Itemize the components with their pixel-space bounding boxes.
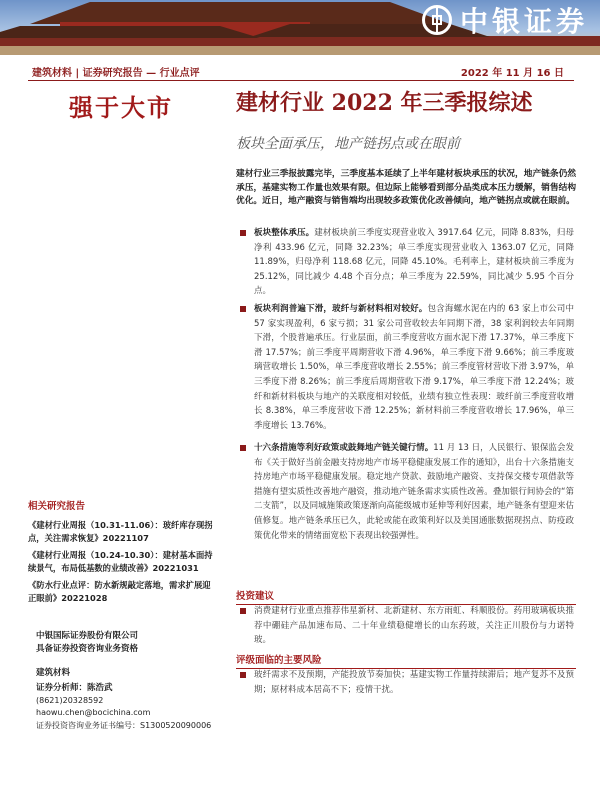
related-item[interactable]: 《建材行业周报（10.24-10.30）：建材基本面持续景气，布局低基数的业绩改善》20221031 [28,549,213,573]
bullet-body: 包含海螺水泥在内的 63 家上市公司中 57 家实现盈利，6 家亏损；31 家公司营收较去年同期下滑，38 家利润较去年同期下滑，个股普遍承压。行业层面，前三季度营收方面水泥下滑 17.37%，单三季度下滑 17.57%；前三季度平周期营收下滑 4.96%，单三季度下滑 9.66%；前三季度玻璃营收增长 1.50%，单三季度营收增长 2.55%；前三季度管材营收下滑 3.97%，单三季度下滑 8.26%；前三季度后周期营收下滑 9.17%，单三季度下滑 12.24%；玻纤和新材料板块与地产的关联度相对较低，业绩有独立性表现：玻纤前三季度营收增长 8.38%，单三季度营收下滑 12.25%；新材料前三季度营收增长 17.96%，单三季度增长 13.76%。 [254,304,574,431]
boc-logo-icon [422,5,452,35]
related-heading: 相关研究报告 [28,501,86,512]
team-name: 建筑材料 [36,668,71,678]
analyst-phone: (8621)20328592 [36,695,104,705]
related-item[interactable]: 《防水行业点评：防水新规敲定落地，需求扩展迎正眼前》20221028 [28,579,211,603]
palace-roof [30,2,450,24]
firm-qualification: 具备证券投资咨询业务资格 [36,644,139,654]
firm-name: 中银国际证券股份有限公司 [36,631,139,641]
report-subtitle: 板块全面承压，地产链拐点或在眼前 [236,136,460,152]
report-category: 建筑材料 | 证券研究报告 — 行业点评 [32,68,200,79]
brand-logo [422,0,588,40]
palace-roof-left [0,26,260,38]
bullet-body: 建材板块前三季度实现营业收入 3917.64 亿元，同降 8.83%，归母净利 433.96 亿元，同降 32.23%；单三季度实现营业收入 1363.07 亿元，同降 11.89%，归母净利 118.68 亿元，同降 45.10%。毛利率上，建材板块前三季度为 25.12%，同比减少 4.48 个百分点；单三季度为 22.59%，同比减少 5.95 个百分点。 [254,228,574,297]
invest-point [240,604,574,648]
bullet-square-icon [240,445,246,451]
related-item[interactable]: 《建材行业周报（10.31-11.06）：玻纤库存现拐点，关注需求恢复》20221107 [28,519,213,543]
bullet-square-icon [240,608,246,614]
related-reports [28,500,214,609]
report-abstract: 建材行业三季报披露完毕，三季度基本延续了上半年建材板块承压的状况，地产链条仍然承压，基建实物工作量也效果有限。但边际上能够看到部分品类成本压力缓解，销售结构优化。近日，地产融资与销售端均出现较多政策优化改善倾向，地产链拐点或就在眼前。 [236,169,576,207]
brand-name: 中银证券 [459,5,588,38]
bullet-body: 11 月 13 日，人民银行、银保监会发布《关于做好当前金融支持房地产市场平稳健康发展工作的通知》，出台十六条措施支持房地产市场平稳健康发展。稳定地产贷款、鼓励地产融资、支持保交楼专项借款等措施有望实质性改善地产融资，推动地产链条需求实质性改善。叠加银行间协会的“第二支箭”，以及同城施策政策逐渐向高能级城市延伸等利好因素，地产链条有望迎来估值修复。地产链条承压已久，此轮或能在政策利好以及美国通胀数据现拐点、防疫政策优化带来的情绪面宽松下表现出较强弹性。 [254,443,574,541]
analyst-cert: 证券投资咨询业务证书编号：S1300520090006 [36,720,212,730]
plaza [0,46,600,55]
rating: 强于大市 [69,93,173,122]
bullet-point [240,226,574,299]
analyst-email[interactable]: haowu.chen@bocichina.com [36,708,151,717]
bullet-square-icon [240,306,246,312]
bullet-square-icon [240,230,246,236]
firm-info [36,630,216,656]
risk-point [240,668,574,697]
bullet-point [240,441,574,543]
report-title: 建材行业 2022 年三季报综述 [236,90,533,116]
bullet-lead: 十六条措施等利好政策或鼓舞地产链关键行情。 [254,443,434,453]
analyst-name: 证券分析师：陈浩武 [36,683,113,693]
bullet-square-icon [240,672,246,678]
risk-text: 玻纤需求不及预期，产能投放节奏加快；基建实物工作量持续滞后；地产复苏不及预期；原材料成本居高不下；疫情干扰。 [254,670,574,695]
bullet-lead: 板块整体承压。 [254,228,315,238]
invest-heading: 投资建议 [236,588,576,605]
bullet-point [240,302,574,433]
analyst-info [36,682,216,732]
invest-text: 消费建材行业重点推荐伟星新材、北新建材、东方雨虹、科顺股份。药用玻璃板块推荐中硼硅产品加速布局、二十年业绩稳健增长的山东药玻，关注正川股份与力诺特玻。 [254,606,574,646]
header-banner [0,0,600,55]
risk-heading: 评级面临的主要风险 [236,652,576,669]
report-date: 2022 年 11 月 16 日 [460,68,564,79]
report-header-bar [28,62,574,81]
bullet-lead: 板块利润普遍下滑，玻纤与新材料相对较好。 [254,304,428,314]
